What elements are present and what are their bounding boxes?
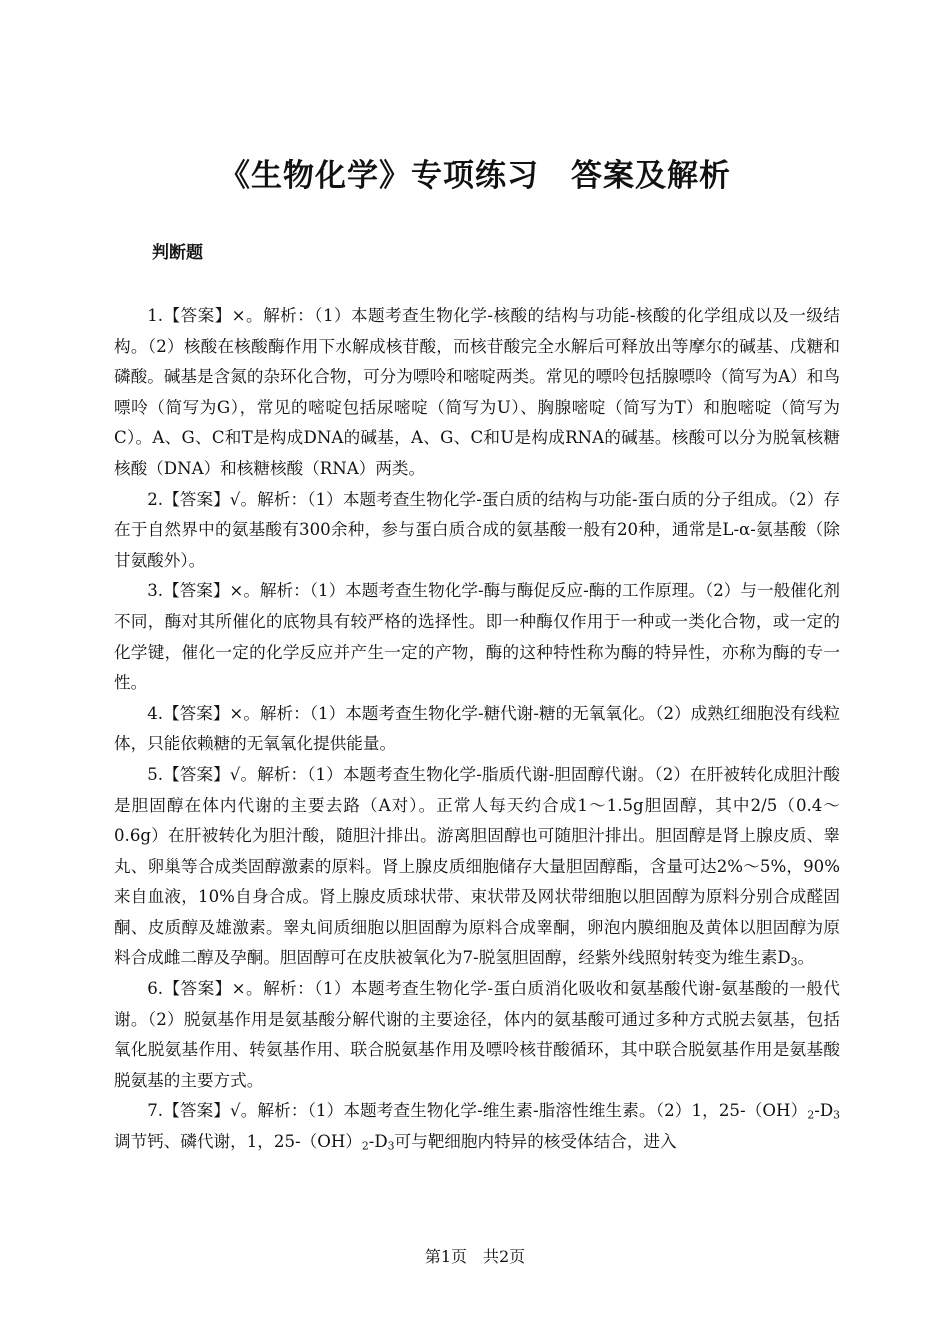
answer-paragraph-6: 6.【答案】×。解析：（1）本题考查生物化学-蛋白质消化吸收和氨基酸代谢-氨基酸的一般代谢。（2）脱氨基作用是氨基酸分解代谢的主要途径，体内的氨基酸可通过多种方式脱去氨基，包括氧化脱氨基作用、转氨基作用、联合脱氨基作用及嘌呤核苷酸循环，其中联合脱氨基作用是氨基酸脱氨基的主要方式。 xyxy=(114,979,840,1090)
section-heading: 判断题 xyxy=(152,243,203,263)
paragraph-7-part5: 可与靶细胞内特异的核受体结合，进入 xyxy=(394,1132,677,1152)
answer-paragraph-7 xyxy=(114,1096,840,1157)
answer-paragraph-1: 1.【答案】×。解析：（1）本题考查生物化学-核酸的结构与功能-核酸的化学组成以及一级结构。（2）核酸在核酸酶作用下水解成核苷酸，而核苷酸完全水解后可释放出等摩尔的碱基、戊糖和磷酸。碱基是含氮的杂环化合物，可分为嘌呤和嘧啶两类。常见的嘌呤包括腺嘌呤（简写为A）和鸟嘌呤（简写为G），常见的嘧啶包括尿嘧啶（简写为U）、胸腺嘧啶（简写为T）和胞嘧啶（简写为C）。A、G、C和T是构成DNA的碱基，A、G、C和U是构成RNA的碱基。核酸可以分为脱氧核糖核酸（DNA）和核糖核酸（RNA）两类。 xyxy=(114,306,840,478)
answer-body xyxy=(114,301,840,1158)
page-footer: 第1页 共2页 xyxy=(424,1247,526,1266)
paragraph-7-part1: 7.【答案】√。解析：（1）本题考查生物化学-维生素-脂溶性维生素。（2）1，25-（OH） xyxy=(147,1101,808,1121)
answer-paragraph-3: 3.【答案】×。解析：（1）本题考查生物化学-酶与酶促反应-酶的工作原理。（2）与一般催化剂不同，酶对其所催化的底物具有较严格的选择性。即一种酶仅作用于一种或一类化合物，或一定的化学键，催化一定的化学反应并产生一定的产物，酶的这种特性称为酶的特异性，亦称为酶的专一性。 xyxy=(114,581,840,693)
answer-paragraph-2: 2.【答案】√。解析：（1）本题考查生物化学-蛋白质的结构与功能-蛋白质的分子组成。（2）存在于自然界中的氨基酸有300余种，参与蛋白质合成的氨基酸一般有20种，通常是L-α-氨基酸（除甘氨酸外）。 xyxy=(114,489,840,570)
paragraph-7-part3: 调节钙、磷代谢，1，25-（OH） xyxy=(114,1132,362,1152)
paragraph-5-tail: 。 xyxy=(797,948,815,968)
page-title: 《生物化学》专项练习 答案及解析 xyxy=(219,158,731,194)
answer-paragraph-4: 4.【答案】×。解析：（1）本题考查生物化学-糖代谢-糖的无氧氧化。（2）成熟红细胞没有线粒体，只能依赖糖的无氧氧化提供能量。 xyxy=(114,703,840,754)
paragraph-5-text: 5.【答案】√。解析：（1）本题考查生物化学-脂质代谢-胆固醇代谢。（2）在肝被转化成胆汁酸是胆固醇在体内代谢的主要去路（A对）。正常人每天约合成1～1.5g胆固醇，其中2/5（0.4～0.6g）在肝被转化为胆汁酸，随胆汁排出。游离胆固醇也可随胆汁排出。胆固醇是肾上腺皮质、睾丸、卵巢等合成类固醇激素的原料。肾上腺皮质细胞储存大量胆固醇酯，含量可达2%～5%，90%来自血液，10%自身合成。肾上腺皮质球状带、束状带及网状带细胞以胆固醇为原料分别合成醛固酮、皮质醇及雄激素。睾丸间质细胞以胆固醇为原料合成睾酮，卵泡内膜细胞及黄体以胆固醇为原料合成雌二醇及孕酮。胆固醇可在皮肤被氧化为7-脱氢胆固醇，经紫外线照射转变为维生素D xyxy=(114,764,840,968)
subscript: 2 xyxy=(807,1109,815,1123)
answer-paragraph-5 xyxy=(114,760,840,974)
paragraph-7-part4: -D xyxy=(368,1132,388,1152)
subscript: 3 xyxy=(790,956,798,970)
subscript: 3 xyxy=(833,1109,840,1123)
subscript: 2 xyxy=(361,1139,369,1153)
subscript: 3 xyxy=(387,1139,395,1153)
paragraph-7-part2: -D xyxy=(814,1101,834,1121)
